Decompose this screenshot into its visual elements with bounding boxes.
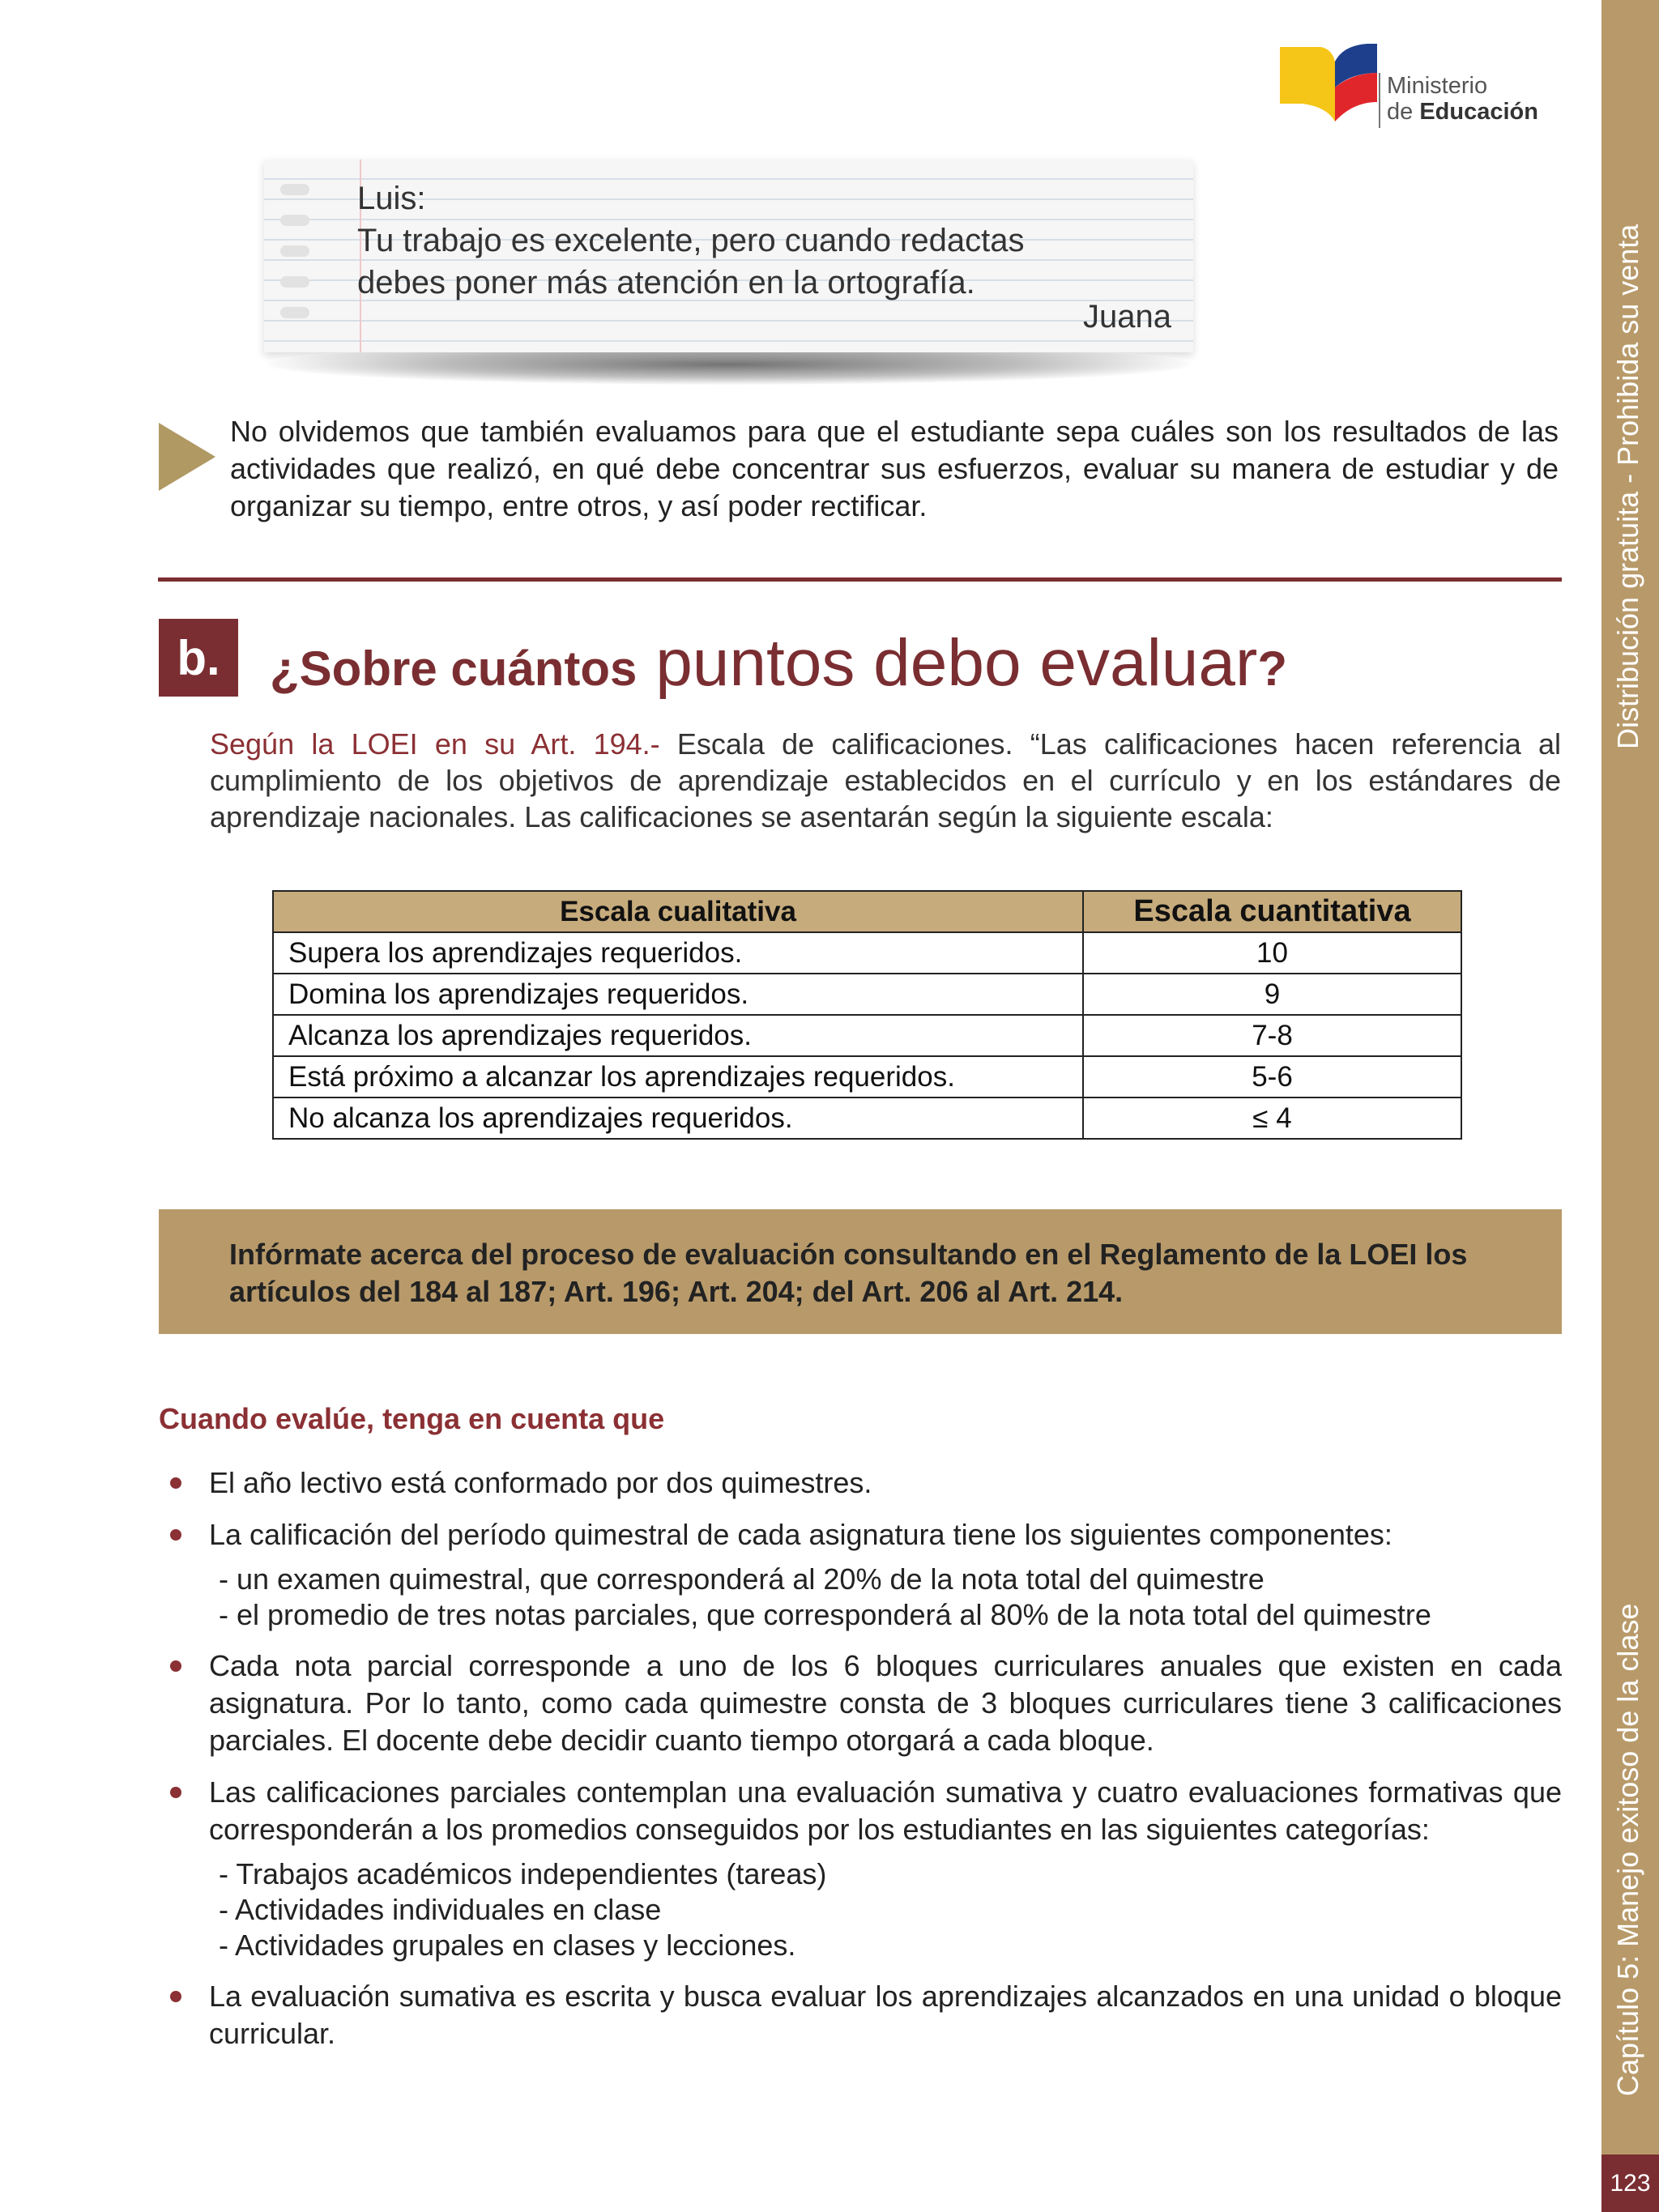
quantitative-cell: 10: [1083, 932, 1461, 974]
table-row: [273, 932, 1461, 974]
page-number: 123: [1601, 2154, 1659, 2212]
qualitative-cell: No alcanza los aprendizajes requeridos.: [273, 1097, 1083, 1139]
triangle-arrow-icon: [159, 423, 215, 491]
loei-paragraph: [210, 726, 1561, 835]
loei-reference: Según la LOEI en su Art. 194.-: [210, 727, 660, 761]
logo-text: [1387, 73, 1538, 125]
subheading: Cuando evalúe, tenga en cuenta que: [159, 1402, 665, 1435]
quantitative-cell: 5-6: [1083, 1056, 1461, 1097]
qualitative-cell: Está próximo a alcanzar los aprendizajes requeridos.: [273, 1056, 1083, 1097]
loei-text: Escala de calificaciones. “Las calificaciones hacen referencia al cumplimiento de los objetivos de aprendizaje establecidos en el currículo y en los estándares de aprendizaje nacionales. Las calificaciones se asentarán según la siguiente escala:: [210, 727, 1561, 833]
title-light: puntos debo evaluar: [637, 626, 1258, 700]
title-bold: ¿Sobre cuántos: [270, 641, 638, 696]
section-letter-badge: b.: [159, 619, 238, 697]
side-text-chapter: Capítulo 5: Manejo exitoso de la clase: [1611, 1603, 1644, 2096]
section-title: [270, 625, 1287, 701]
info-band: [159, 1209, 1562, 1334]
list-item: El año lectivo está conformado por dos quimestres.: [159, 1464, 1562, 1502]
title-question-mark: ?: [1257, 641, 1287, 696]
sub-list-item: - el promedio de tres notas parciales, que corresponderá al 80% de la nota total del quimestre: [219, 1598, 1431, 1631]
sub-list-item: - Actividades individuales en clase: [219, 1893, 662, 1926]
table-row: [273, 1015, 1461, 1056]
logo-divider: [1379, 73, 1380, 128]
qualitative-cell: Alcanza los aprendizajes requeridos.: [273, 1015, 1083, 1056]
logo-line1: Ministerio: [1387, 73, 1488, 99]
info-band-text: Infórmate acerca del proceso de evaluación consultando en el Reglamento de la LOEI los artículos del 184 al 187; Art. 196; Art. 204; del Art. 206 al Art. 214.: [229, 1238, 1468, 1308]
list-item: La calificación del período quimestral de cada asignatura tiene los siguientes componentes:: [159, 1516, 1562, 1554]
note-hole: [280, 215, 309, 226]
logo-line2-de: de: [1387, 99, 1414, 125]
list-item: Las calificaciones parciales contemplan una evaluación sumativa y cuatro evaluaciones formativas que corresponderán a los promedios conseguidos por los estudiantes en las siguientes categorías:: [159, 1774, 1562, 1848]
logo-line2: [1387, 99, 1538, 125]
section-divider: [158, 578, 1562, 582]
note-hole: [280, 184, 309, 195]
quantitative-cell: 9: [1083, 974, 1461, 1015]
sub-list-item: - un examen quimestral, que corresponderá al 20% de la nota total del quimestre: [219, 1562, 1265, 1596]
note-signature: Juana: [1083, 299, 1171, 335]
logo-line2-bold: Educación: [1419, 99, 1538, 125]
sub-list-item: - Actividades grupales en clases y lecciones.: [219, 1929, 796, 1962]
header-qualitative: Escala cualitativa: [273, 891, 1083, 932]
bullet-list: [159, 1464, 1562, 2052]
note-text: [357, 177, 1024, 304]
ministerio-logo: [1278, 40, 1546, 130]
note-paper: [264, 160, 1193, 352]
quantitative-cell: 7-8: [1083, 1015, 1461, 1056]
list-item: La evaluación sumativa es escrita y busca evaluar los aprendizajes alcanzados en una unidad o bloque curricular.: [159, 1978, 1562, 2052]
table-row: [273, 1097, 1461, 1139]
note-hole: [280, 307, 309, 318]
list-item: Cada nota parcial corresponde a uno de los 6 bloques curriculares anuales que existen en cada asignatura. Por lo tanto, como cada quimestre consta de 3 bloques curriculares tiene 3 calificaciones parciales. El docente debe decidir cuanto tiempo otorgará a cada bloque.: [159, 1647, 1562, 1759]
grading-scale-table: [272, 890, 1462, 1140]
intro-paragraph: No olvidemos que también evaluamos para que el estudiante sepa cuáles son los resultados de las actividades que realizó, en qué debe concentrar sus esfuerzos, evaluar su manera de estudiar y de organizar su tiempo, entre otros, y así poder rectificar.: [230, 415, 1559, 522]
flag-book-icon: [1278, 40, 1384, 130]
note-hole: [280, 245, 309, 257]
sub-list-item: - Trabajos académicos independientes (tareas): [219, 1857, 827, 1890]
note-line: Luis:: [357, 181, 426, 216]
note-hole: [280, 276, 309, 288]
quantitative-cell: ≤ 4: [1083, 1097, 1461, 1139]
note-line: Tu trabajo es excelente, pero cuando redactas: [357, 223, 1025, 258]
note-line: debes poner más atención en la ortografía.: [357, 265, 975, 300]
side-text-distribution: Distribución gratuita - Prohibida su venta: [1611, 224, 1644, 749]
qualitative-cell: Supera los aprendizajes requeridos.: [273, 932, 1083, 974]
side-bar: [1601, 0, 1659, 2212]
table-row: [273, 1056, 1461, 1097]
table-row: [273, 974, 1461, 1015]
table-header-row: [273, 891, 1461, 932]
qualitative-cell: Domina los aprendizajes requeridos.: [273, 974, 1083, 1015]
header-quantitative: Escala cuantitativa: [1083, 891, 1461, 932]
